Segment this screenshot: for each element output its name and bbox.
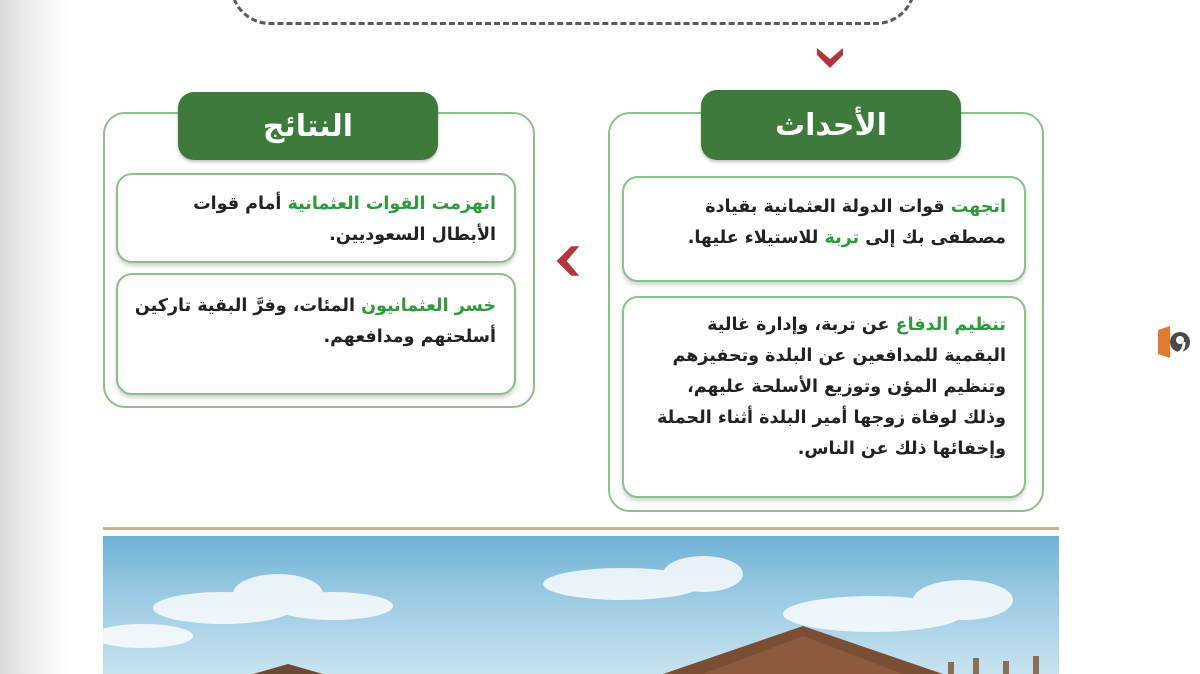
events-card-1-text-end: للاستيلاء عليها. [687, 228, 825, 248]
section-divider [103, 527, 1059, 530]
channel-logo-icon [1154, 322, 1194, 362]
events-card-2 [622, 296, 1026, 498]
events-card-2-text: عن تربة، وإدارة غالية البقمية للمدافعين عن البلدة وتحفيزهم وتنظيم المؤن وتوزيع الأسلحة عليهم، وذلك لوفاة زوجها أمير البلدة أثناء الحملة وإخفائها ذلك عن الناس. [657, 315, 1006, 459]
chevron-down-icon [815, 42, 845, 72]
page-edge-shadow [0, 0, 70, 674]
results-card-1 [116, 173, 516, 263]
dashed-container-bottom [230, 0, 916, 25]
illustration-scene [103, 536, 1059, 674]
sky-illustration [103, 536, 1059, 674]
events-card-1-highlight: اتجهت [950, 197, 1006, 217]
events-card-1 [622, 176, 1026, 282]
results-card-1-highlight: انهزمت القوات العثمانية [287, 194, 496, 214]
events-card-2-highlight: تنظيم الدفاع [895, 315, 1006, 335]
results-card-2 [116, 273, 516, 395]
events-card-1-highlight-2: تربة [824, 228, 860, 248]
results-card-2-text: المئات، وفرَّ البقية تاركين أسلحتهم ومدافعهم. [134, 296, 496, 347]
events-card-1-text: قوات الدولة العثمانية بقيادة مصطفى بك إلى [705, 197, 1006, 248]
chevron-left-icon [552, 244, 586, 278]
results-card-2-highlight: خسر العثمانيون [361, 296, 496, 316]
events-title: الأحداث [701, 90, 961, 160]
results-card-1-text: أمام قوات الأبطال السعوديين. [193, 194, 496, 245]
results-title: النتائج [178, 92, 438, 160]
